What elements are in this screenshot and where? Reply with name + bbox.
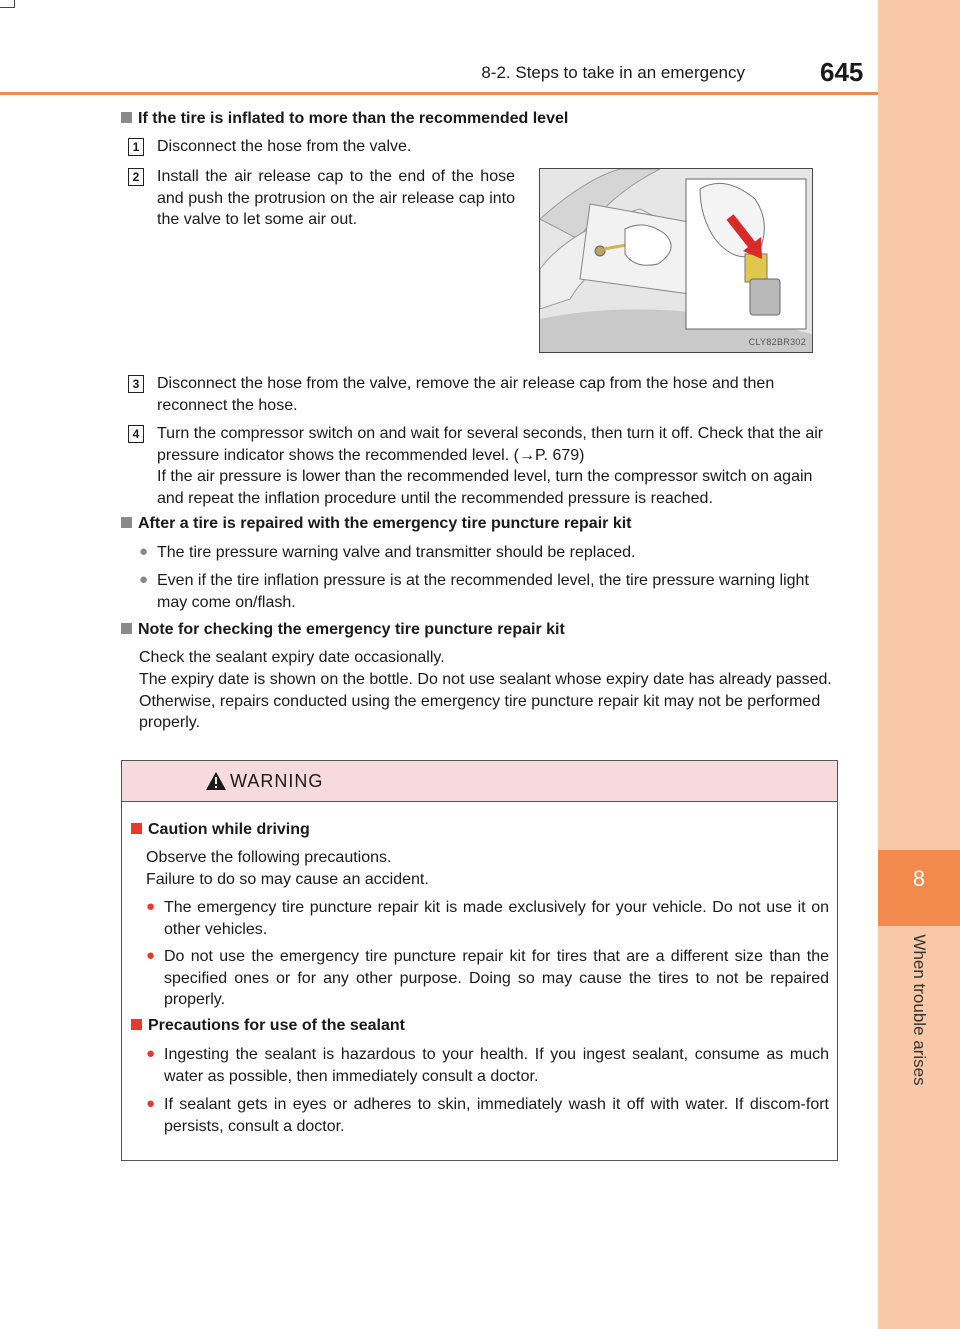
bullet-text: Even if the tire inflation pressure is at the recommended level, the tire pressure warning light may come on/flash. xyxy=(157,572,809,611)
square-bullet-icon xyxy=(131,823,142,834)
step-text: Disconnect the hose from the valve. xyxy=(157,138,412,155)
step-number: 3 xyxy=(128,375,144,393)
chapter-sidebar xyxy=(878,0,960,1329)
chapter-title: When trouble arises xyxy=(910,934,929,1086)
page-number: 645 xyxy=(820,57,864,87)
bullet-icon: ● xyxy=(146,1095,156,1112)
warning-triangle-icon xyxy=(206,772,226,790)
warning-header xyxy=(122,761,837,802)
warning-heading xyxy=(131,1017,405,1035)
section-heading xyxy=(121,621,565,639)
square-bullet-icon xyxy=(131,1019,142,1030)
warning-text: Failure to do so may cause an accident. xyxy=(146,871,429,888)
warning-box xyxy=(121,760,838,1161)
warning-title: WARNING xyxy=(230,771,324,791)
chapter-number: 8 xyxy=(912,866,926,891)
warning-bullet-text: If sealant gets in eyes or adheres to skin, immediately wash it off with water. If discom-fort persists, consult a doctor. xyxy=(164,1096,829,1135)
step-text: Install the air release cap to the end of the hose and push the protrusion on the air release cap into the valve to let some air out. xyxy=(157,168,515,228)
section-heading-text: If the tire is inflated to more than the recommended level xyxy=(138,110,569,127)
warning-heading-text: Precautions for use of the sealant xyxy=(148,1017,405,1034)
section-heading xyxy=(121,515,631,533)
section-heading-text: After a tire is repaired with the emergency tire puncture repair kit xyxy=(138,515,632,532)
crop-mark xyxy=(0,7,15,8)
warning-bullet-text: Ingesting the sealant is hazardous to your health. If you ingest sealant, consume as much water as possible, then immediately consult a doctor. xyxy=(164,1046,829,1085)
bullet-icon: ● xyxy=(139,543,149,560)
figure-code: CLY82BR302 xyxy=(748,337,806,347)
section-heading-text: Note for checking the emergency tire puncture repair kit xyxy=(138,621,565,638)
step-number: 1 xyxy=(128,138,144,156)
bullet-text: The tire pressure warning valve and transmitter should be replaced. xyxy=(157,544,636,561)
step-text: Disconnect the hose from the valve, remove the air release cap from the hose and then reconnect the hose. xyxy=(157,375,775,414)
tire-illustration-icon xyxy=(540,169,812,352)
tire-valve-figure xyxy=(539,168,813,353)
bullet-icon: ● xyxy=(146,1045,156,1062)
step-number: 4 xyxy=(128,425,144,443)
bullet-icon: ● xyxy=(146,898,156,915)
step-text: Turn the compressor switch on and wait for several seconds, then turn it off. Check that the air pressure indicator shows the recommended level. (→P. 679) xyxy=(157,425,824,464)
section-heading xyxy=(121,110,568,128)
warning-bullet-text: The emergency tire puncture repair kit is made exclusively for your vehicle. Do not use it on other vehicles. xyxy=(164,899,829,938)
bullet-icon: ● xyxy=(146,947,156,964)
step-number: 2 xyxy=(128,168,144,186)
step-text: If the air pressure is lower than the recommended level, turn the compressor switch on again and repeat the inflation procedure until the recommended pressure is reached. xyxy=(157,468,813,507)
warning-heading xyxy=(131,821,310,839)
bullet-icon: ● xyxy=(139,571,149,588)
warning-bullet-text: Do not use the emergency tire puncture repair kit for tires that are a different size than the specified ones or for any other purpose. Doing so may cause the tires to not be repaired properly. xyxy=(164,948,829,1008)
header-rule xyxy=(0,92,878,95)
section-title: 8-2. Steps to take in an emergency xyxy=(481,63,745,82)
warning-text: Observe the following precautions. xyxy=(146,849,392,866)
note-text: The expiry date is shown on the bottle. Do not use sealant whose expiry date has already passed. Otherwise, repairs conducted using the emergency tire puncture repair kit may not be performed properly. xyxy=(139,671,832,731)
square-bullet-icon xyxy=(121,517,132,528)
warning-heading-text: Caution while driving xyxy=(148,821,310,838)
note-text: Check the sealant expiry date occasionally. xyxy=(139,649,445,666)
square-bullet-icon xyxy=(121,623,132,634)
square-bullet-icon xyxy=(121,112,132,123)
